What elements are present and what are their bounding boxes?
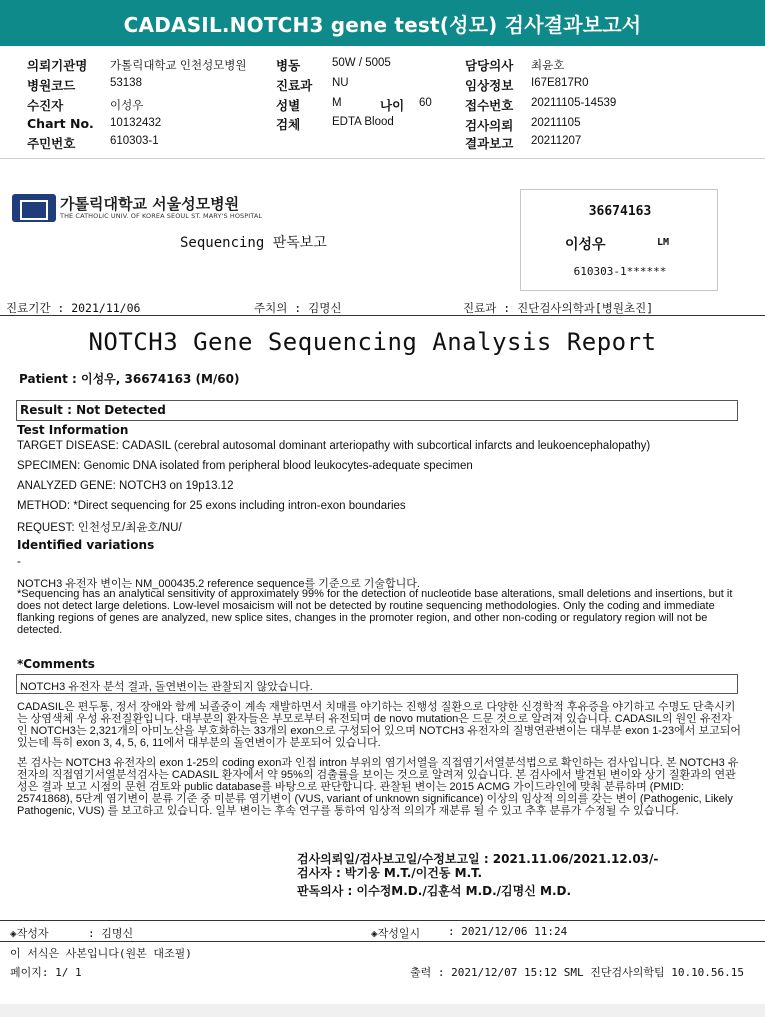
info-value: 최윤호 [531, 60, 565, 72]
info-label: 접수번호 [465, 98, 514, 113]
patient-tag: LM [657, 237, 670, 248]
info-value: 50W / 5005 [332, 57, 391, 69]
info-label-age: 나이 [380, 98, 405, 113]
variations-value: - [17, 556, 21, 568]
analyzed-gene: ANALYZED GENE: NOTCH3 on 19p13.12 [17, 480, 234, 492]
divider [0, 158, 765, 159]
info-label: 병동 [276, 58, 301, 73]
target-disease: TARGET DISEASE: CADASIL (cerebral autosomal dominant arteriopathy with subcortical infarcts and leukoencephalopathy) [17, 440, 651, 452]
info-value: NU [332, 77, 349, 89]
patient-name: 이성우 [565, 237, 606, 253]
info-value-age: 60 [419, 97, 432, 109]
comment-box [16, 674, 738, 694]
info-value: 53138 [110, 77, 142, 89]
result-text: Result : Not Detected [20, 403, 166, 417]
info-label: Chart No. [27, 116, 94, 131]
request: REQUEST: 인천성모/최윤호/NU/ [17, 522, 182, 534]
page-bottom-band [0, 1004, 765, 1017]
comment-paragraph-1: CADASIL은 편두통, 정서 장애와 함께 뇌졸중이 계속 재발하면서 치매를 야기하는 진행성 질환으로 다양한 신경학적 후유증을 야기하고 수명도 단축시키는 상염색체 우성 유전질환입니다. 대부분의 환자들은 부모로부터 유전되며 de novo mutation은 드문 것으로 알려져 있습니다. CADASIL의 원인 유전자인 NOTCH3는 2,321개의 아미노산을 부호화하는 33개의 exon으로 구성되어 있으며 NOTCH3 유전자의 질병연관변이는 대부분 exon 1-23에서 보고되어 있는데 특히 exon 3, 4, 5, 6, 11에서 대부분의 돌연변이가 분포되어 있습니다. [17, 701, 741, 749]
visit-date: 진료기간 : 2021/11/06 [6, 301, 141, 315]
method: METHOD: *Direct sequencing for 25 exons including intron-exon boundaries [17, 500, 406, 512]
hospital-subtitle: THE CATHOLIC UNIV. OF KOREA SEOUL ST. MARY'S HOSPITAL [60, 212, 263, 220]
info-label: 수진자 [27, 98, 64, 113]
print-info: 출력 : 2021/12/07 15:12 SML 진단검사의학팀 10.10.56.15 [410, 966, 745, 979]
info-label: 주민번호 [27, 136, 76, 151]
info-label: 검체 [276, 117, 301, 132]
reference-note: NOTCH3 유전자 변이는 NM_000435.2 reference sequence를 기준으로 기술합니다. [17, 578, 420, 590]
info-label: 병원코드 [27, 78, 76, 93]
info-value: 10132432 [110, 117, 162, 129]
report-title-bar [0, 0, 765, 46]
author-label: ◈작성자 [10, 927, 49, 940]
identified-variations-heading: Identified variations [17, 538, 155, 552]
info-value: 이성우 [110, 100, 144, 112]
info-label: 성별 [276, 98, 301, 113]
written-label: ◈작성일시 [371, 927, 421, 940]
info-label: 진료과 [276, 78, 313, 93]
info-value: 20211105-14539 [531, 97, 617, 109]
document-subtitle: Sequencing 판독보고 [180, 235, 327, 251]
comment-paragraph-2: 본 검사는 NOTCH3 유전자의 exon 1-25의 coding exon과 인접 intron 부위의 염기서열을 직접염기서열분석법으로 확인하는 검사입니다. 본 NOTCH3 유전자의 직접염기서열분석검사는 CADASIL 환자에서 약 95%의 검출률을 보이는 것으로 알려져 있습니다. 본 검사에서 발견된 변이와 상기 질환과의 연관성은 결과 보고 시점의 문헌 검토와 public database를 바탕으로 판단합니다. 관찰된 변이는 2015 ACMG 가이드라인에 맞춰 분류하며 (PMID: 25741868), 5단계 염기변이 분류 기준 중 미분류 염기변이 (VUS, variant of unknown significance) 이상의 임상적 의의를 갖는 변이 (Pathogenic, Likely Pathogenic, VUS) 를 보고하고 있습니다. 일부 변이는 후속 연구를 통하여 임상적 의의가 재분류 될 수 있고 추후 분류가 수정될 수 있습니다. [17, 757, 739, 817]
report-header-title: CADASIL.NOTCH3 gene test(성모) 검사결과보고서 [123, 12, 642, 37]
info-label: 담당의사 [465, 58, 514, 73]
patient-rrn: 610303-1****** [573, 265, 667, 278]
report-dates: 검사의뢰일/검사보고일/수정보고일 : 2021.11.06/2021.12.03/- [297, 852, 659, 866]
result-box [16, 400, 738, 421]
patient-id-box [520, 189, 718, 291]
info-value: EDTA Blood [332, 116, 394, 128]
visit-meta-line [0, 298, 765, 316]
author-name: : 김명신 [88, 927, 134, 940]
info-value: I67E817R0 [531, 77, 589, 89]
info-label: 검사의뢰 [465, 118, 514, 133]
department: 진료과 : 진단검사의학과[병원초진] [463, 301, 654, 315]
comments-heading: *Comments [17, 657, 95, 671]
footer-divider [0, 941, 765, 942]
analysis-report-title: NOTCH3 Gene Sequencing Analysis Report [88, 328, 657, 356]
info-value: M [332, 97, 342, 109]
hospital-logo-icon [12, 194, 56, 222]
hospital-name: 가톨릭대학교 서울성모병원 [60, 195, 240, 213]
patient-number: 36674163 [588, 204, 652, 219]
comment-text: NOTCH3 유전자 분석 결과, 돌연변이는 관찰되지 않았습니다. [20, 681, 313, 693]
page-number: 페이지: 1/ 1 [10, 966, 82, 979]
sequencing-note: *Sequencing has an analytical sensitivity of approximately 99% for the detection of nucleotide base alterations, small deletions and insertions, but it does not detect large deletions. Low-level mosaicism will not be detected by routine sequencing methodologies. Only the coding and immediate flanking regions of genes are analyzed, new splice sites, changes in the promoter region, and other non-coding or regulatory region will not be detected. [17, 588, 733, 636]
written-datetime: : 2021/12/06 11:24 [448, 925, 568, 938]
patient-summary: Patient : 이성우, 36674163 (M/60) [19, 372, 240, 386]
info-value: 20211105 [531, 117, 581, 129]
reading-doctors: 판독의사 : 이수정M.D./김훈석 M.D./김명신 M.D. [297, 884, 572, 898]
specimen: SPECIMEN: Genomic DNA isolated from peripheral blood leukocytes-adequate specimen [17, 460, 473, 472]
info-label: 임상정보 [465, 78, 514, 93]
info-value: 가톨릭대학교 인천성모병원 [110, 60, 247, 72]
info-label: 의뢰기관명 [27, 58, 88, 73]
tester-names: 검사자 : 박기웅 M.T./이건동 M.T. [297, 866, 483, 880]
info-label: 결과보고 [465, 136, 514, 151]
footer-divider [0, 920, 765, 921]
info-value: 20211207 [531, 135, 582, 147]
copy-note: 이 서식은 사본입니다(원본 대조필) [10, 947, 192, 960]
test-information-heading: Test Information [17, 423, 129, 437]
attending-doctor: 주치의 : 김명신 [254, 301, 342, 315]
info-value: 610303-1 [110, 135, 159, 147]
